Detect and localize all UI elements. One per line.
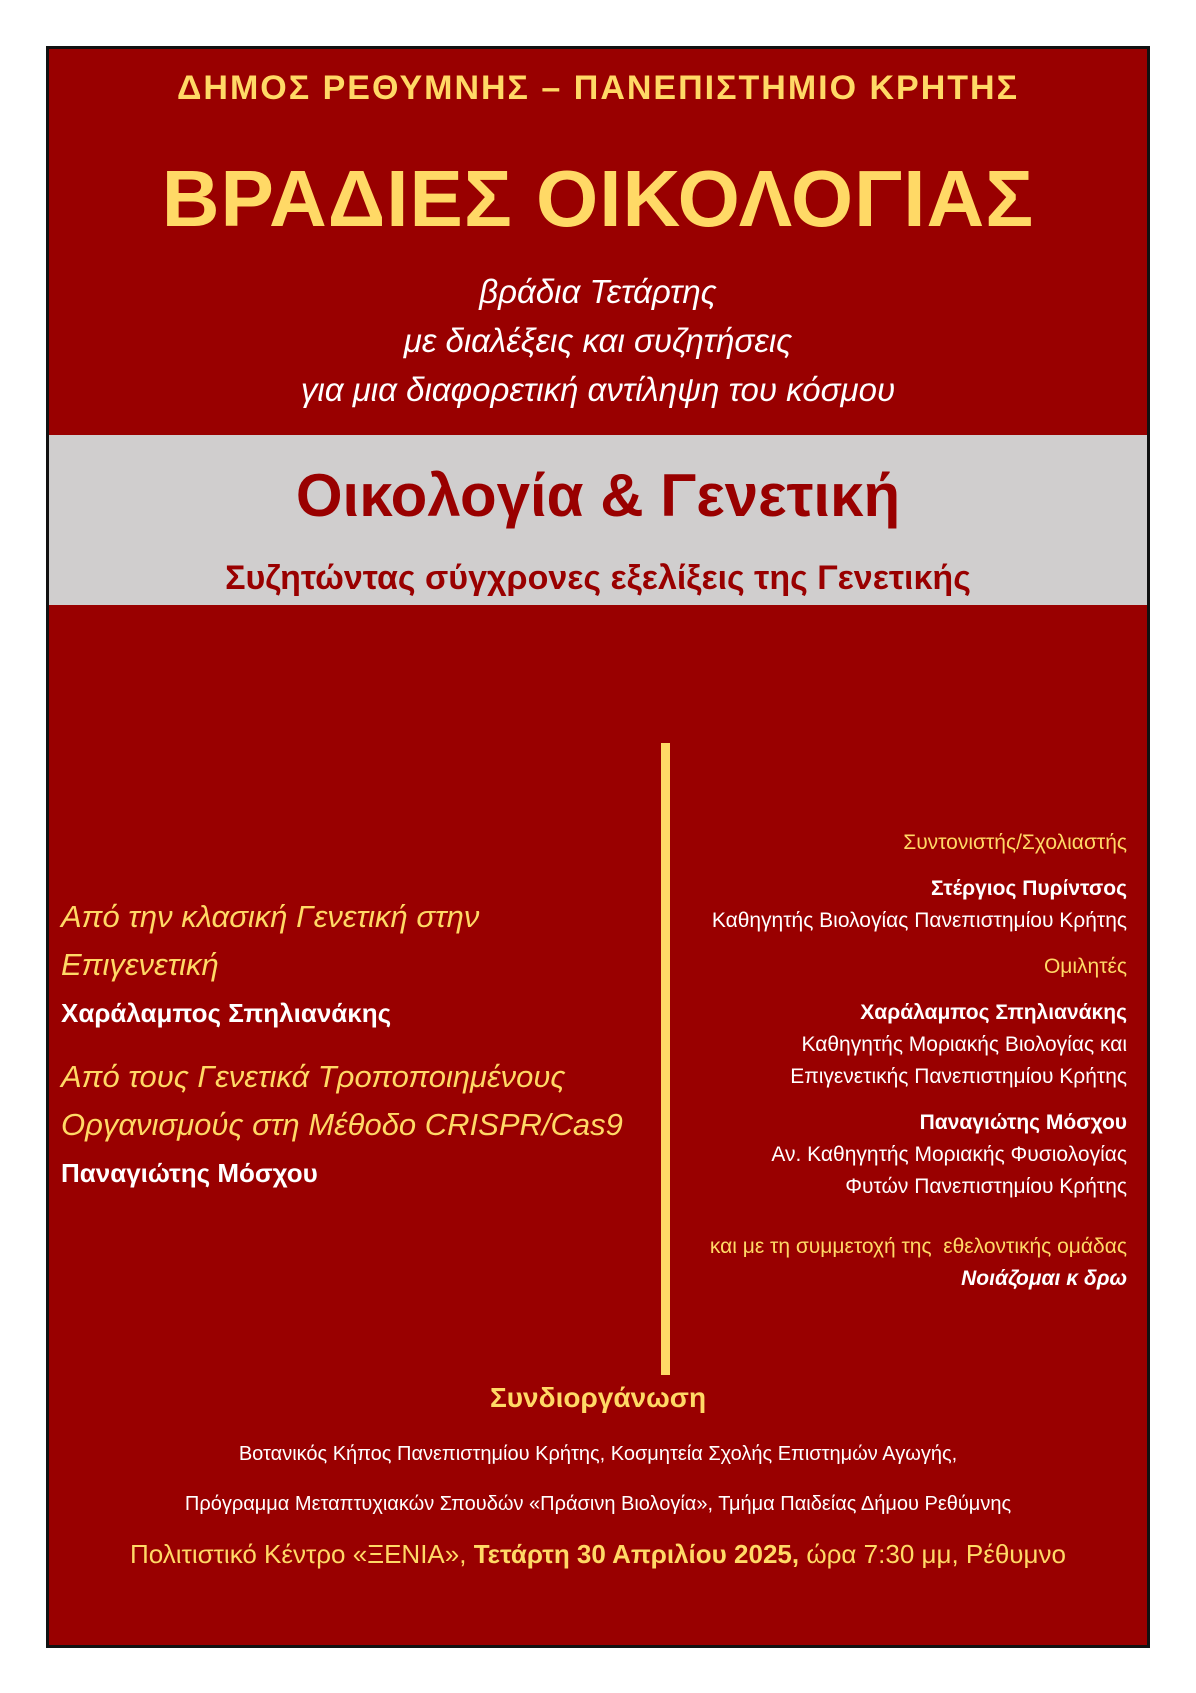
series-title: ΒΡΑΔΙΕΣ ΟΙΚΟΛΟΓΙΑΣ bbox=[161, 154, 1035, 243]
coordinator-label: Συντονιστής/Σχολιαστής bbox=[903, 831, 1127, 854]
topic-title: Οικολογία & Γενετική bbox=[295, 462, 901, 529]
participants-panel bbox=[647, 827, 1127, 1295]
speaker-role: Επιγενετικής Πανεπιστημίου Κρήτης bbox=[790, 1065, 1127, 1088]
talk-speaker: Παναγιώτης Μόσχου bbox=[61, 1158, 318, 1188]
speaker-role: Αν. Καθηγητής Μοριακής Φυσιολογίας bbox=[771, 1143, 1127, 1166]
talk-title: Επιγενετική bbox=[61, 947, 219, 982]
tagline-line: με διαλέξεις και συζητήσεις bbox=[403, 322, 793, 359]
venue-date: Τετάρτη 30 Απριλίου 2025, bbox=[473, 1539, 800, 1569]
talk-title: Από την κλασική Γενετική στην bbox=[61, 899, 480, 934]
volunteer-note: και με τη συμμετοχή της εθελοντικής ομάδας bbox=[709, 1235, 1127, 1258]
speaker-name: Παναγιώτης Μόσχου bbox=[919, 1111, 1127, 1134]
talk-title: Οργανισμούς στη Μέθοδο CRISPR/Cas9 bbox=[61, 1107, 623, 1142]
speaker-role: Φυτών Πανεπιστημίου Κρήτης bbox=[845, 1175, 1127, 1198]
speaker-name: Χαράλαμπος Σπηλιανάκης bbox=[860, 1001, 1127, 1024]
coorganization-line: Βοτανικός Κήπος Πανεπιστημίου Κρήτης, Κοσμητεία Σχολής Επιστημών Αγωγής, bbox=[238, 1443, 958, 1465]
topic-band bbox=[49, 435, 1147, 605]
coordinator-role: Καθηγητής Βιολογίας Πανεπιστημίου Κρήτης bbox=[711, 909, 1127, 932]
venue-line bbox=[49, 1539, 1147, 1570]
tagline-line: για μια διαφορετική αντίληψη του κόσμου bbox=[300, 371, 896, 408]
venue-time: ώρα 7:30 μμ, Ρέθυμνο bbox=[806, 1539, 1066, 1569]
speakers-label: Ομιλητές bbox=[1043, 955, 1127, 978]
talk-speaker: Χαράλαμπος Σπηλιανάκης bbox=[61, 998, 392, 1028]
topic-subtitle: Συζητώντας σύγχρονες εξελίξεις της Γενετικής bbox=[225, 559, 971, 597]
talk-title: Από τους Γενετικά Τροποποιημένους bbox=[61, 1059, 566, 1094]
coorganization-line: Πρόγραμμα Μεταπτυχιακών Σπουδών «Πράσινη Βιολογία», Τμήμα Παιδείας Δήμου Ρεθύμνης bbox=[184, 1493, 1012, 1515]
talks-list bbox=[61, 893, 661, 1213]
speaker-role: Καθηγητής Μοριακής Βιολογίας και bbox=[801, 1033, 1127, 1056]
tagline-line: βράδια Τετάρτης bbox=[479, 273, 717, 310]
coorganization-heading: Συνδιοργάνωση bbox=[489, 1382, 707, 1413]
talk-item bbox=[61, 893, 661, 1037]
coordinator-name: Στέργιος Πυρίντσος bbox=[931, 877, 1127, 900]
poster bbox=[46, 46, 1150, 1648]
tagline bbox=[49, 267, 1147, 414]
volunteer-group: Νοιάζομαι κ δρω bbox=[961, 1267, 1127, 1290]
talk-item bbox=[61, 1053, 661, 1197]
organizers-line: ΔΗΜΟΣ ΡΕΘΥΜΝΗΣ – ΠΑΝΕΠΙΣΤΗΜΙΟ ΚΡΗΤΗΣ bbox=[176, 69, 1019, 107]
venue-place: Πολιτιστικό Κέντρο «ΞΕΝΙΑ», bbox=[130, 1539, 467, 1569]
